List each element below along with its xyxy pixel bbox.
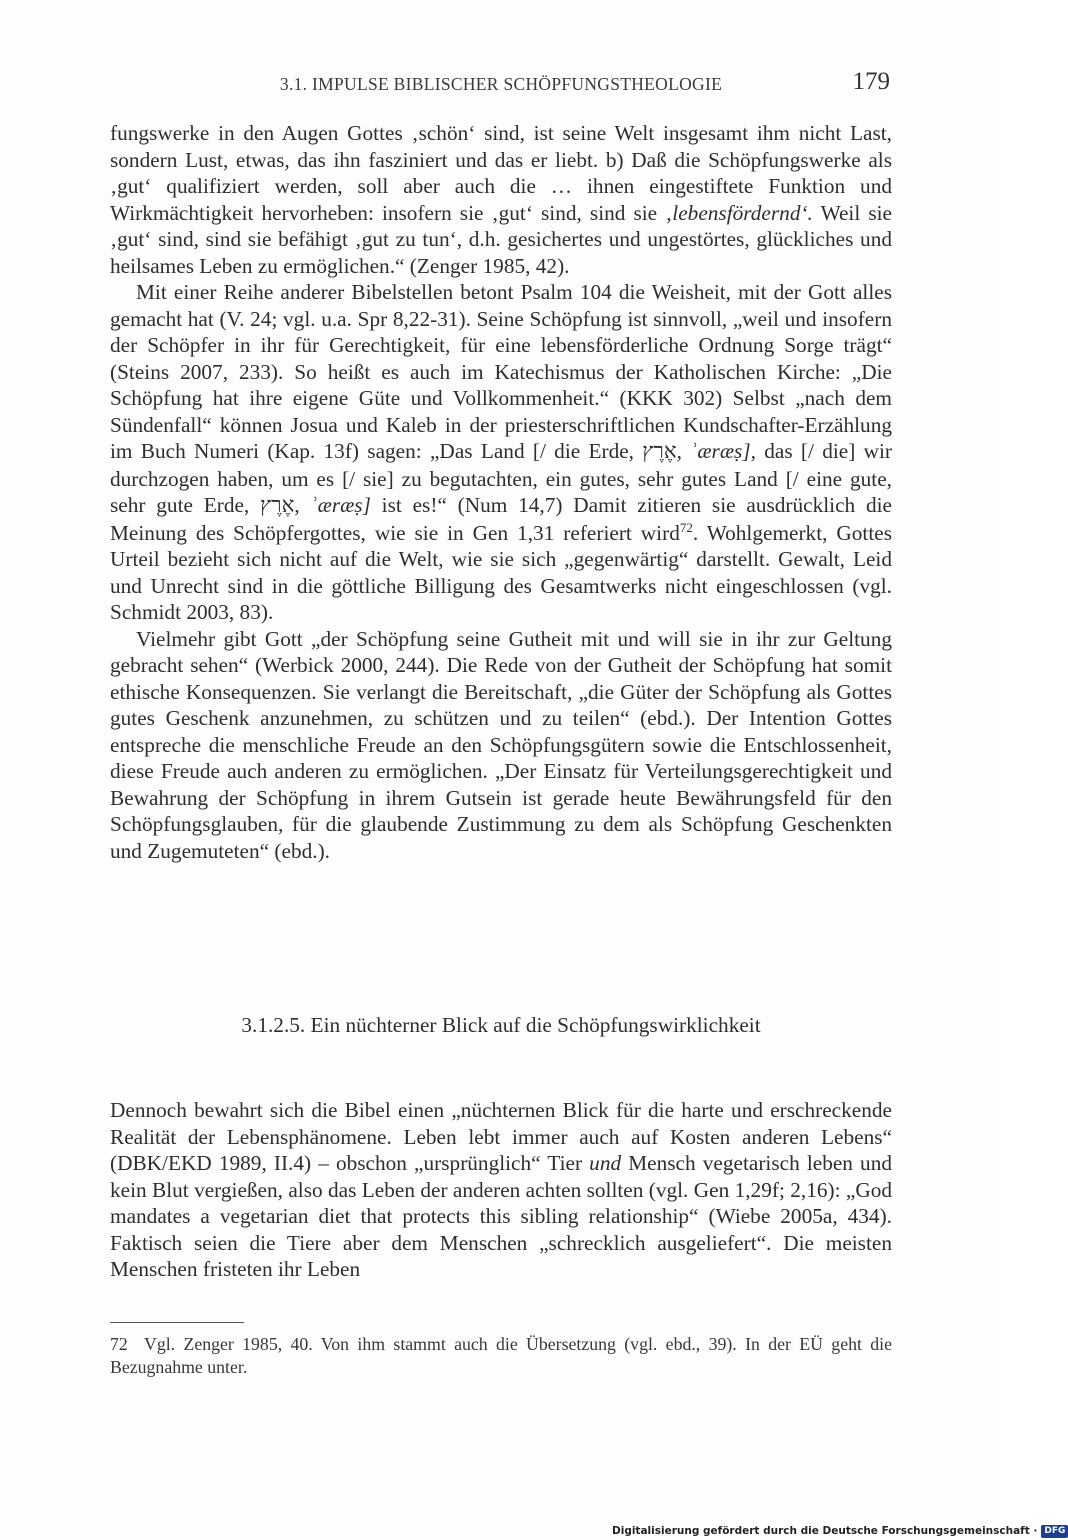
running-head (110, 68, 892, 102)
dfg-logo: DFG (1041, 1525, 1068, 1538)
paragraph-4-italic: und (589, 1151, 622, 1175)
paragraph-1-text-a: fungswerke in den Augen Gottes ‚schön‘ sind, ist seine Welt insgesamt ihm nicht Last, sondern Lust, etwas, das ihn fasziniert und das er liebt. b) Daß die Schöpfungswerke als ‚gut‘ qualifiziert werden, soll aber auch die … ihnen eingestiftete Funktion und Wirkmächtigkeit hervorheben: insofern sie ‚gut‘ sind, sind sie (110, 121, 892, 225)
paragraph-1-italic: ‚lebensfördernd‘. (665, 200, 813, 225)
footnote-number: 72 (110, 1334, 128, 1354)
hebrew-word-eretz-1: אֶרֶץ (642, 439, 677, 464)
digitization-footer (612, 1522, 1066, 1540)
transliteration-2: ʾæræṣ] (310, 493, 371, 517)
footnote-reference: 72 (679, 519, 693, 535)
footer-text: Digitalisierung gefördert durch die Deutsche Forschungsgemeinschaft · (612, 1525, 1038, 1537)
paragraph-2-text-a: Mit einer Reihe anderer Bibelstellen betont Psalm 104 die Weisheit, mit der Gott alles gemacht hat (V. 24; vgl. u.a. Spr 8,22-31). Seine Schöpfung ist sinnvoll, „weil und insofern der Schöpfer in ihr für Gerechtigkeit, für eine lebensförderliche Ordnung Sorge trägt“ (Steins 2007, 233). So heißt es auch im Katechismus der Katholischen Kirche: „Die Schöpfung hat ihre eigene Güte und Vollkommenheit.“ (KKK 302) Selbst „nach dem Sündenfall“ können Josua und Kaleb in der priesterschriftlichen Kundschafter-Erzählung im Buch Numeri (Kap. 13f) sagen: „Das Land [/ die Erde, (110, 280, 892, 463)
hebrew-word-eretz-2: אֶרֶץ (260, 493, 295, 518)
paragraph-4 (110, 1097, 892, 1283)
body-text-upper (110, 120, 892, 864)
section-heading: 3.1.2.5. Ein nüchterner Blick auf die Schöpfungswirklichkeit (241, 1013, 761, 1037)
paragraph-2-text-b: das [/ die] wir durchzogen haben, um es [/ sie] zu begutachten, ein gutes, sehr gutes Land [/ eine gute, sehr gute Erde, (110, 439, 892, 517)
running-title: 3.1. IMPULSE BIBLISCHER SCHÖPFUNGSTHEOLOGIE (279, 74, 723, 94)
paragraph-2: Mit einer Reihe anderer Bibelstellen betont Psalm 104 die Weisheit, mit der Gott alles gemacht hat (V. 24; vgl. u.a. Spr 8,22-31). Seine Schöpfung ist sinnvoll, „weil und insofern der Schöpfer in ihr für Gerechtigkeit, für eine lebensförderliche Ordnung Sorge trägt“ (Steins 2007, 233). So heißt es auch im Katechismus der Katholischen Kirche: „Die Schöpfung hat ihre eigene Güte und Vollkommenheit.“ (KKK 302) Selbst „nach dem Sündenfall“ können Josua und Kaleb in der priesterschriftlichen Kundschafter-Erzählung im Buch Numeri (Kap. 13f) sagen: „Das Land [/ die Erde, אֶרֶץ, ʾæræṣ], das [/ die] wir durchzogen haben, um es [/ sie] zu begutachten, ein gutes, sehr gutes Land [/ eine gute, sehr gute Erde, אֶרֶץ, ʾæræṣ] ist es!“ (Num 14,7) Damit zitieren sie ausdrücklich die Meinung des Schöpfergottes, wie sie in Gen 1,31 referiert wird$^{72}$. Wohlgemerkt, Gottes Urteil bezieht sich nicht auf die Welt, wie sie sich „gegenwärtig“ darstellt. Gewalt, Leid und Unrecht sind in die göttliche Billigung des Gesamtwerks nicht eingeschlossen (vgl. Schmidt 2003, 83). (110, 280, 892, 624)
paragraph-2-text-d: . Wohlgemerkt, Gottes Urteil bezieht sich nicht auf die Welt, wie sie sich „gegenwärtig“ darstellt. Gewalt, Leid und Unrecht sind in die göttliche Billigung des Gesamtwerks nicht eingeschlossen (vgl. Schmidt 2003, 83). (110, 520, 892, 624)
footnote-72 (110, 1333, 892, 1379)
footnote-divider (110, 1322, 244, 1323)
footnote-text: Vgl. Zenger 1985, 40. Von ihm stammt auch die Übersetzung (vgl. ebd., 39). In der EÜ geht die Bezugnahme unter. (110, 1334, 892, 1377)
paragraph-1 (110, 120, 892, 279)
transliteration-1: ʾæræṣ], (690, 439, 756, 463)
page-number: 179 (852, 68, 890, 95)
paragraph-4-text-a: Dennoch bewahrt sich die Bibel einen „nüchternen Blick für die harte und erschreckende Realität der Lebensphänomene. Leben lebt immer auch auf Kosten anderen Lebens“ (DBK/EKD 1989, II.4) – obschon „ursprünglich“ Tier (110, 1098, 892, 1175)
footnotes (110, 1333, 892, 1379)
paragraph-4-text-b: Mensch vegetarisch leben und kein Blut vergießen, also das Leben der anderen achten sollten (vgl. Gen 1,29f; 2,16): „God mandates a vegetarian diet that protects this sibling relationship“ (Wiebe 2005a, 434). Faktisch seien die Tiere aber dem Menschen „schrecklich ausgeliefert“. Die meisten Menschen fristeten ihr Leben (110, 1151, 893, 1281)
paragraph-3: Vielmehr gibt Gott „der Schöpfung seine Gutheit mit und will sie in ihr zur Geltung gebracht sehen“ (Werbick 2000, 244). Die Rede von der Gutheit der Schöpfung hat somit ethische Konsequenzen. Sie verlangt die Bereitschaft, „die Güter der Schöpfung als Gottes gutes Geschenk anzunehmen, zu schützen und zu teilen“ (ebd.). Der Intention Gottes entspreche die menschliche Freude an den Schöpfungsgütern sowie die Entschlossenheit, diese Freude auch anderen zu ermöglichen. „Der Einsatz für Verteilungsgerechtigkeit und Bewahrung der Schöpfung in ihrem Gutsein ist gerade heute Bewährungsfeld für den Schöpfungsglauben, für die glaubende Zustimmung zu dem als Schöpfung Geschenkten und Zugemuteten“ (ebd.). (110, 626, 892, 863)
paragraph-1-text-b: Weil sie ‚gut‘ sind, sind sie befähigt ‚gut zu tun‘, d.h. gesichertes und ungestörtes, glückliches und heilsames Leben zu ermöglichen.“ (Zenger 1985, 42). (110, 200, 892, 278)
paragraph-2-text-c: ist es!“ (Num 14,7) Damit zitieren sie ausdrücklich die Meinung des Schöpfergottes, wie sie in Gen 1,31 referiert wird (110, 493, 892, 545)
body-text-lower (110, 1097, 892, 1283)
